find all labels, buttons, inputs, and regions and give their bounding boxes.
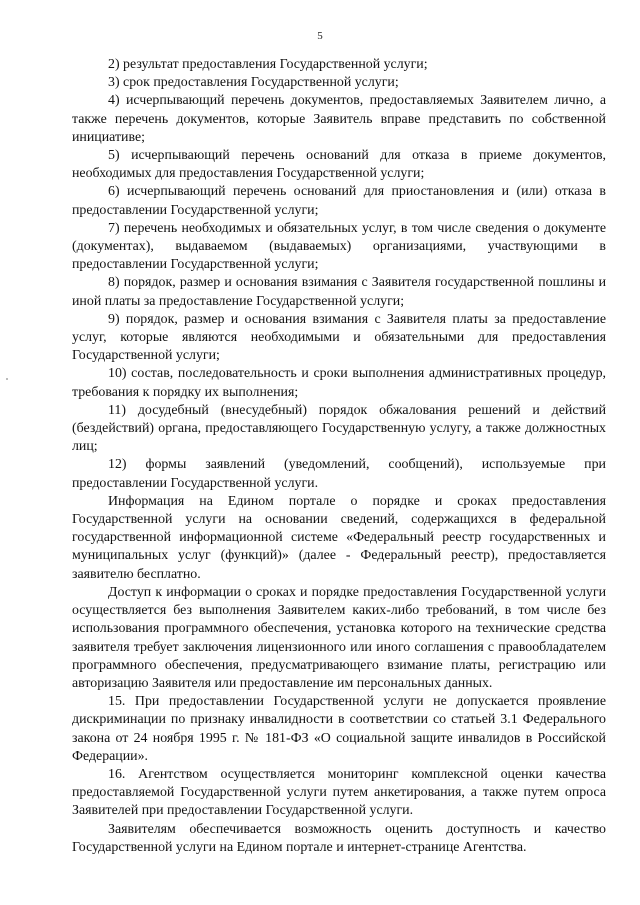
paragraph-item-12: 12) формы заявлений (уведомлений, сообщений), используемые при предоставлении Государственной услуги.	[72, 457, 606, 491]
paragraph-item-2: 2) результат предоставления Государственной услуги;	[108, 57, 428, 72]
paragraph-access-info: Доступ к информации о сроках и порядке предоставления Государственной услуги осуществляется без выполнения Заявителем каких-либо требований, в том числе без использования программного обеспечения, установка которого на технические средства заявителя требует заключения лицензионного или иного соглашения с правообладателем программного обеспечения, предусматривающего взимание платы, регистрацию или авторизацию Заявителя или предоставление им персональных данных.	[72, 584, 606, 691]
paragraph-quality-assessment: Заявителям обеспечивается возможность оценить доступность и качество Государственной услуги на Едином портале и интернет-странице Агентства.	[72, 821, 606, 855]
paragraph-section-15: 15. При предоставлении Государственной услуги не допускается проявление дискриминации по признаку инвалидности в соответствии со статьей 3.1 Федерального закона от 24 ноября 1995 г. № 181-ФЗ «О социальной защите инвалидов в Российской Федерации».	[72, 694, 606, 764]
paragraph-item-8: 8) порядок, размер и основания взимания с Заявителя государственной пошлины и иной платы за предоставление Государственной услуги;	[72, 275, 606, 309]
document-body	[72, 56, 606, 857]
scan-artifact	[6, 378, 8, 380]
paragraph-item-11: 11) досудебный (внесудебный) порядок обжалования решений и действий (бездействий) органа, предоставляющего Государственную услугу, а также должностных лиц;	[72, 402, 606, 455]
paragraph-item-5: 5) исчерпывающий перечень оснований для отказа в приеме документов, необходимых для предоставления Государственной услуги;	[72, 148, 606, 182]
page-number: 5	[317, 30, 323, 42]
paragraph-item-9: 9) порядок, размер и основания взимания с Заявителя платы за предоставление услуг, которые являются необходимыми и обязательными для предоставления Государственной услуги;	[72, 311, 606, 364]
paragraph-portal-info: Информация на Едином портале о порядке и сроках предоставления Государственной услуги на основании сведений, содержащихся в федеральной государственной информационной системе «Федеральный реестр государственных и муниципальных услуг (функций)» (далее - Федеральный реестр), предоставляется заявителю бесплатно.	[72, 493, 606, 582]
paragraph-item-4: 4) исчерпывающий перечень документов, предоставляемых Заявителем лично, а также перечень документов, которые Заявитель вправе представить по собственной инициативе;	[72, 93, 606, 145]
paragraph-section-16: 16. Агентством осуществляется мониторинг комплексной оценки качества предоставляемой Государственной услуги путем анкетирования, а также путем опроса Заявителей при предоставлении Государственной услуги.	[72, 766, 606, 819]
paragraph-item-3: 3) срок предоставления Государственной услуги;	[108, 75, 399, 91]
paragraph-item-10: 10) состав, последовательность и сроки выполнения административных процедур, требования к порядку их выполнения;	[72, 366, 606, 400]
paragraph-item-6: 6) исчерпывающий перечень оснований для приостановления и (или) отказа в предоставлении Государственной услуги;	[72, 184, 606, 218]
paragraph-item-7: 7) перечень необходимых и обязательных услуг, в том числе сведения о документе (документах), выдаваемом (выдаваемых) организациями, участвующими в предоставлении Государственной услуги;	[72, 220, 606, 273]
